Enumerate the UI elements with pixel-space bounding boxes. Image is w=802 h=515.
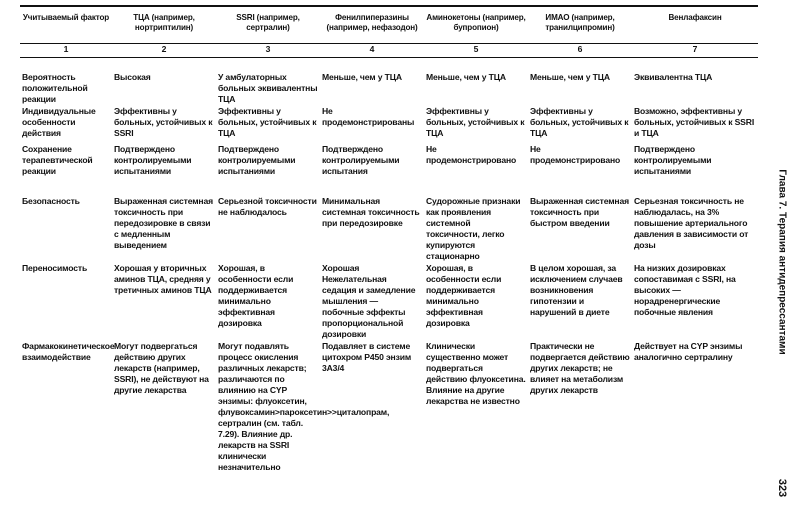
table-cell: Выраженная системная токсичность при передозировке в связи с медленным выведением (114, 196, 213, 250)
header-tca: ТЦА (например, нортриптилин) (112, 6, 216, 44)
column-number: 3 (216, 44, 320, 58)
table-cell: В целом хорошая, за исключением случаев возникновения гипотензии и нарушений в диете (530, 263, 623, 317)
table-cell: Серьезной токсичности не наблюдалось (218, 196, 317, 217)
table-cell: Клинически существенно может подвергаться действию флуоксетина. Влияние на другие лекарства не известно (426, 341, 526, 406)
table-cell: Эффективны у больных, устойчивых к SSRI (114, 106, 213, 138)
header-row (20, 6, 758, 44)
chapter-running-head: Глава 7. Терапия антидепрессантами (776, 169, 788, 355)
table-cell: Высокая (114, 72, 151, 82)
table-cell: Хорошая у вторичных аминов ТЦА, средняя у третичных аминов ТЦА (114, 263, 212, 295)
column-number: 1 (20, 44, 112, 58)
table-cell: Хорошая, в особенности если поддерживается минимально эффективная дозировка (426, 263, 502, 328)
factor-cell: Вероятность положительной реакции (22, 72, 88, 104)
table-cell: Подтверждено контролируемыми испытания (322, 144, 400, 176)
header-phenylpiperazines: Фенилпиперазины (например, нефазодон) (320, 6, 424, 44)
table-cell: На низких дозировках сопоставимая с SSRI, на высоких — норадренергические побочные явления (634, 263, 736, 317)
column-number: 7 (632, 44, 758, 58)
column-number: 5 (424, 44, 528, 58)
table-cell: Подтверждено контролируемыми испытаниями (114, 144, 192, 176)
factor-cell: Безопасность (22, 196, 80, 206)
table-cell: Серьезная токсичность не наблюдалась, на 3% повышение артериального давления в зависимости от дозы (634, 196, 749, 250)
table-row (20, 144, 758, 196)
table-cell: Не продемонстрировано (426, 144, 517, 165)
table-cell: Могут подавлять процесс окисления различных лекарств; различаются по влиянию на CYP энзимы: флуоксетин, флувоксамин>пароксетин>>циталопрам, сертралин (см. табл. 7.29). Влияние др. лекарств на SSRI клинически незначительно (218, 341, 390, 472)
table-row (20, 58, 758, 107)
table-cell: Могут подвергаться действию других лекарств (например, SSRI), не действуют на другие лекарства (114, 341, 209, 395)
table-row (20, 263, 758, 341)
table-cell: Подтверждено контролируемыми испытаниями (634, 144, 712, 176)
table-cell: Хорошая, в особенности если поддерживается минимально эффективная дозировка (218, 263, 294, 328)
table-cell: Меньше, чем у ТЦА (322, 72, 402, 82)
column-number: 6 (528, 44, 632, 58)
factor-cell: Фармакокинетическое взаимодействие (22, 341, 115, 362)
antidepressant-comparison-table (20, 5, 758, 501)
factor-cell: Индивидуальные особенности действия (22, 106, 96, 138)
table-row (20, 196, 758, 263)
column-number: 4 (320, 44, 424, 58)
table-cell: Эффективны у больных, устойчивых к ТЦА (530, 106, 629, 138)
table-cell: Практически не подвергается действию других лекарств; не влияет на метаболизм других лекарств (530, 341, 630, 395)
table-cell: Минимальная системная токсичность при передозировке (322, 196, 420, 228)
table-row (20, 341, 758, 501)
table-cell: Возможно, эффективны у больных, устойчивых к SSRI и ТЦА (634, 106, 755, 138)
table-row (20, 106, 758, 144)
page-number: 323 (776, 478, 788, 498)
table-cell: Меньше, чем у ТЦА (530, 72, 610, 82)
table-cell: Не продемонстрированы (322, 106, 415, 127)
header-ssri: SSRI (например, сертралин) (216, 6, 320, 44)
table-cell: Судорожные признаки как проявления системной токсичности, легко купируются стационарно (426, 196, 521, 261)
header-aminoketones: Аминокетоны (например, бупропион) (424, 6, 528, 44)
table-cell: Эквивалентна ТЦА (634, 72, 713, 82)
table-cell: У амбулаторных больных эквивалентны ТЦА (218, 72, 318, 104)
column-number-row (20, 44, 758, 58)
header-venlafaxine: Венлафаксин (632, 6, 758, 44)
table-cell: Меньше, чем у ТЦА (426, 72, 506, 82)
table-cell: Эффективны у больных, устойчивых к ТЦА (218, 106, 317, 138)
header-factor: Учитываемый фактор (20, 6, 112, 44)
factor-cell: Сохранение терапевтической реакции (22, 144, 93, 176)
table-cell: Выраженная системная токсичность при быстром введении (530, 196, 629, 228)
table-cell: Действует на CYP энзимы аналогично сертралину (634, 341, 743, 362)
factor-cell: Переносимость (22, 263, 88, 273)
table-cell: Хорошая Нежелательная седация и замедление мышления — побочные эффекты пропорциональной дозировки (322, 263, 416, 339)
column-number: 2 (112, 44, 216, 58)
table-cell: Эффективны у больных, устойчивых к ТЦА (426, 106, 525, 138)
table-cell: Не продемонстрировано (530, 144, 621, 165)
header-maoi: ИМАО (например, транилципромин) (528, 6, 632, 44)
table-cell: Подтверждено контролируемыми испытаниями (218, 144, 296, 176)
table-cell: Подавляет в системе цитохром P450 энзим 3A3/4 (322, 341, 412, 373)
